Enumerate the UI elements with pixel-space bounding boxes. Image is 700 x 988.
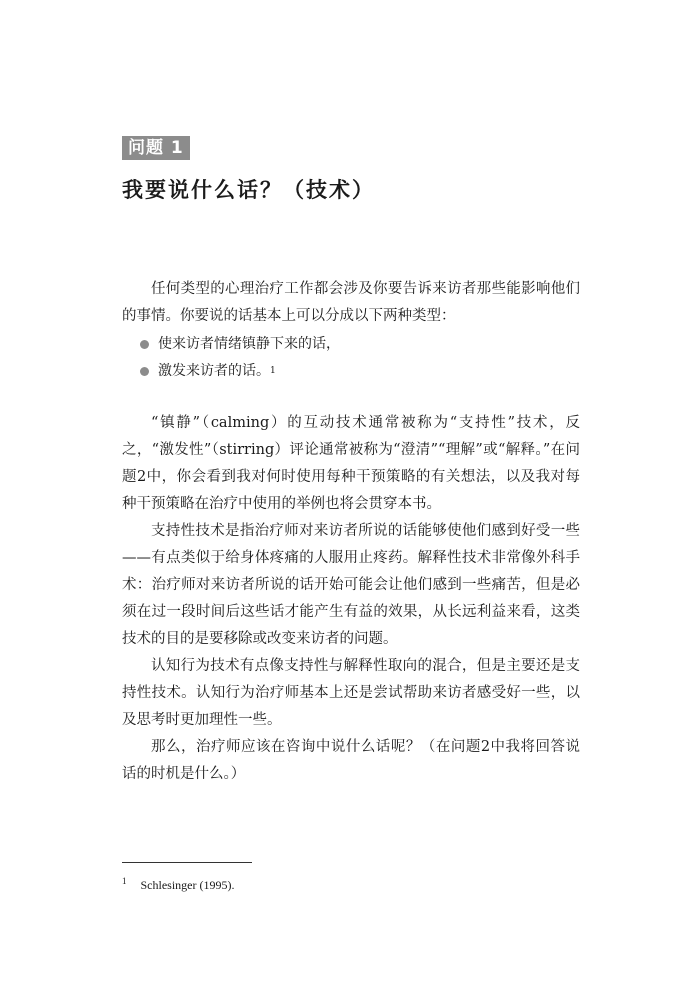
bullet-list bbox=[140, 331, 340, 385]
footnote-text: Schlesinger (1995). bbox=[140, 878, 235, 892]
chapter-label: 问题 1 bbox=[122, 136, 190, 160]
intro-paragraph: 任何类型的心理治疗工作都会涉及你要告诉来访者那些能影响他们的事情。你要说的话基本上可以分成以下两种类型： bbox=[122, 281, 580, 324]
paragraph: 支持性技术是指治疗师对来访者所说的话能够使他们感到好受一些——有点类似于给身体疼痛的人服用止疼药。解释性技术非常像外科手术：治疗师对来访者所说的话开始可能会让他们感到一些痛苦，但是必须在过一段时间后这些话才能产生有益的效果，从长远利益来看，这类技术的目的是要移除或改变来访者的问题。 bbox=[122, 523, 580, 647]
paragraph: 那么，治疗师应该在咨询中说什么话呢？（在问题2中我将回答说话的时机是什么。） bbox=[122, 739, 580, 782]
footnote bbox=[122, 876, 234, 893]
bullet-text: 使来访者情绪镇静下来的话， bbox=[158, 336, 340, 352]
page-title: 我要说什么话？（技术） bbox=[122, 178, 375, 202]
footnote-divider bbox=[122, 862, 252, 863]
bullet-dot-icon bbox=[140, 367, 149, 376]
paragraph: 认知行为技术有点像支持性与解释性取向的混合，但是主要还是支持性技术。认知行为治疗师基本上还是尝试帮助来访者感受好一些，以及思考时更加理性一些。 bbox=[122, 658, 580, 728]
paragraph: “镇静”（calming）的互动技术通常被称为“支持性”技术，反之，“激发性”（stirring）评论通常被称为“澄清”“理解”或“解释。”在问题2中，你会看到我对何时使用每种干预策略的有关想法，以及我对每种干预策略在治疗中使用的举例也将会贯穿本书。 bbox=[122, 415, 580, 512]
bullet-dot-icon bbox=[140, 340, 149, 349]
main-text bbox=[122, 410, 580, 788]
footnote-ref[interactable]: 1 bbox=[270, 366, 276, 376]
bullet-text: 激发来访者的话。 bbox=[158, 363, 270, 379]
intro-block bbox=[122, 276, 580, 330]
list-item bbox=[140, 331, 340, 358]
list-item bbox=[140, 358, 340, 385]
footnote-marker: 1 bbox=[122, 876, 127, 886]
